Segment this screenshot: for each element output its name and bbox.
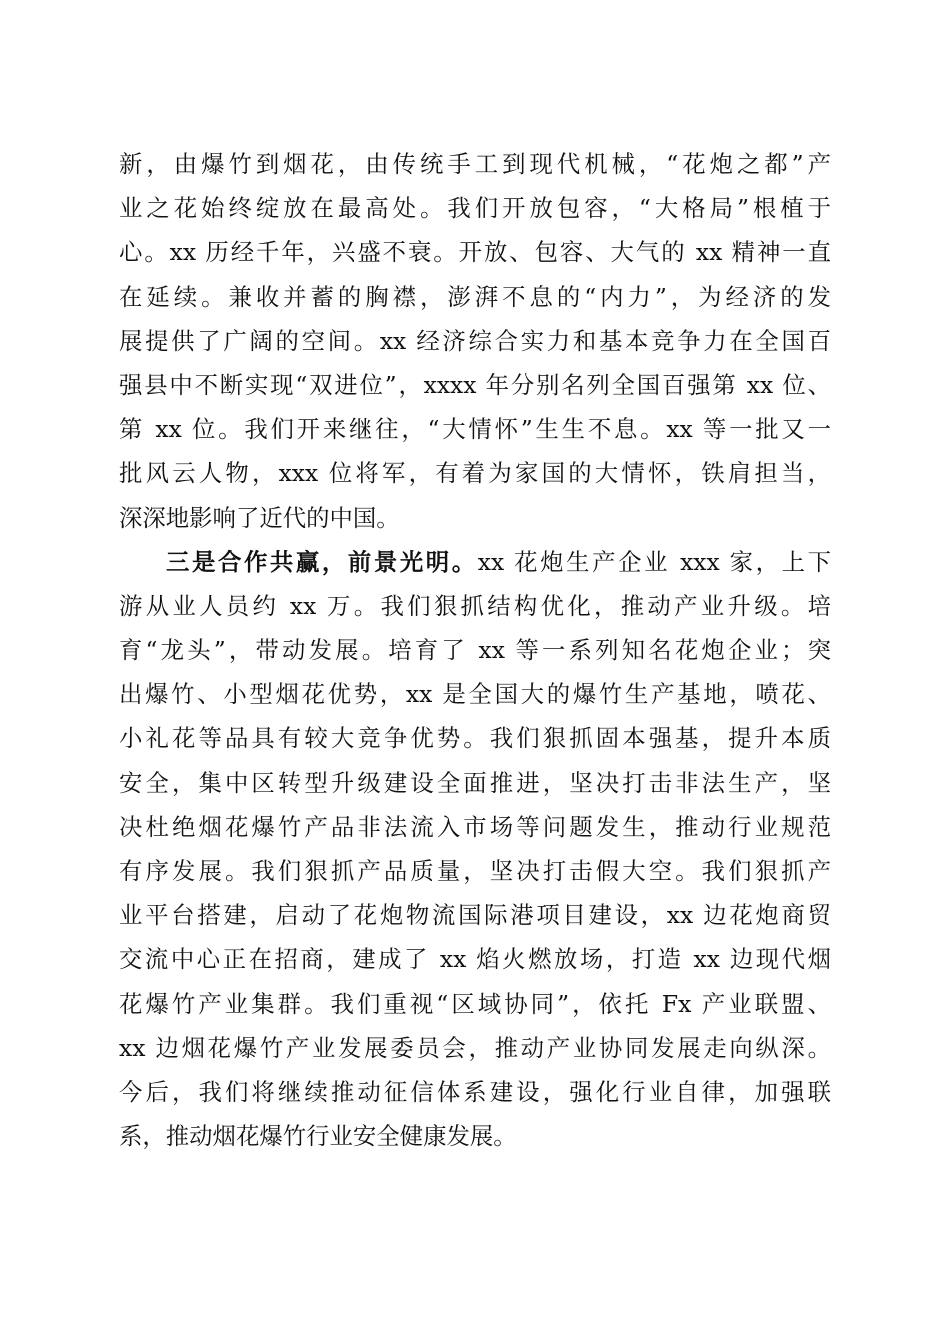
text-line: 强县中不断实现“双进位”，xxxx 年分别名列全国百强第 xx 位、	[119, 370, 831, 399]
paragraph-2	[119, 540, 831, 1159]
heading-line-rest: xx 花炮生产企业 xxx 家，上下	[477, 547, 832, 576]
body-text	[119, 142, 831, 1158]
text-line: 安全，集中区转型升级建设全面推进，坚决打击非法生产，坚	[119, 768, 831, 797]
text-line: 业平台搭建，启动了花炮物流国际港项目建设，xx 边花炮商贸	[119, 901, 831, 930]
text-line: 花爆竹产业集群。我们重视“区域协同”，依托 Fx 产业联盟、	[119, 989, 831, 1018]
text-line: 第 xx 位。我们开来继往，“大情怀”生生不息。xx 等一批又一	[119, 415, 831, 444]
text-line: 育“龙头”，带动发展。培育了 xx 等一系列知名花炮企业；突	[119, 636, 831, 665]
text-line: 业之花始终绽放在最高处。我们开放包容，“大格局”根植于	[119, 194, 831, 223]
text-line-first	[119, 540, 831, 584]
text-line: 交流中心正在招商，建成了 xx 焰火燃放场，打造 xx 边现代烟	[119, 945, 831, 974]
text-line: 系，推动烟花爆竹行业安全健康发展。	[119, 1122, 517, 1151]
text-line: xx 边烟花爆竹产业发展委员会，推动产业协同发展走向纵深。	[119, 1033, 831, 1062]
text-line: 在延续。兼收并蓄的胸襟，澎湃不息的“内力”，为经济的发	[119, 282, 831, 311]
paragraph-heading: 三是合作共赢，前景光明。	[166, 547, 478, 576]
paragraph-1	[119, 142, 831, 540]
text-line: 深深地影响了近代的中国。	[119, 503, 400, 532]
text-line: 批风云人物，xxx 位将军，有着为家国的大情怀，铁肩担当，	[119, 459, 831, 488]
text-line: 出爆竹、小型烟花优势，xx 是全国大的爆竹生产基地，喷花、	[119, 680, 831, 709]
text-line: 展提供了广阔的空间。xx 经济综合实力和基本竞争力在全国百	[119, 326, 831, 355]
text-line: 今后，我们将继续推动征信体系建设，强化行业自律，加强联	[119, 1077, 831, 1106]
text-line: 小礼花等品具有较大竞争优势。我们狠抓固本强基，提升本质	[119, 724, 831, 753]
text-line: 新，由爆竹到烟花，由传统手工到现代机械，“花炮之都”产	[119, 150, 831, 178]
text-line: 心。xx 历经千年，兴盛不衰。开放、包容、大气的 xx 精神一直	[119, 238, 831, 267]
text-line: 有序发展。我们狠抓产品质量，坚决打击假大空。我们狠抓产	[119, 857, 831, 885]
text-line: 游从业人员约 xx 万。我们狠抓结构优化，推动产业升级。培	[119, 591, 831, 620]
text-line: 决杜绝烟花爆竹产品非法流入市场等问题发生，推动行业规范	[119, 812, 831, 841]
